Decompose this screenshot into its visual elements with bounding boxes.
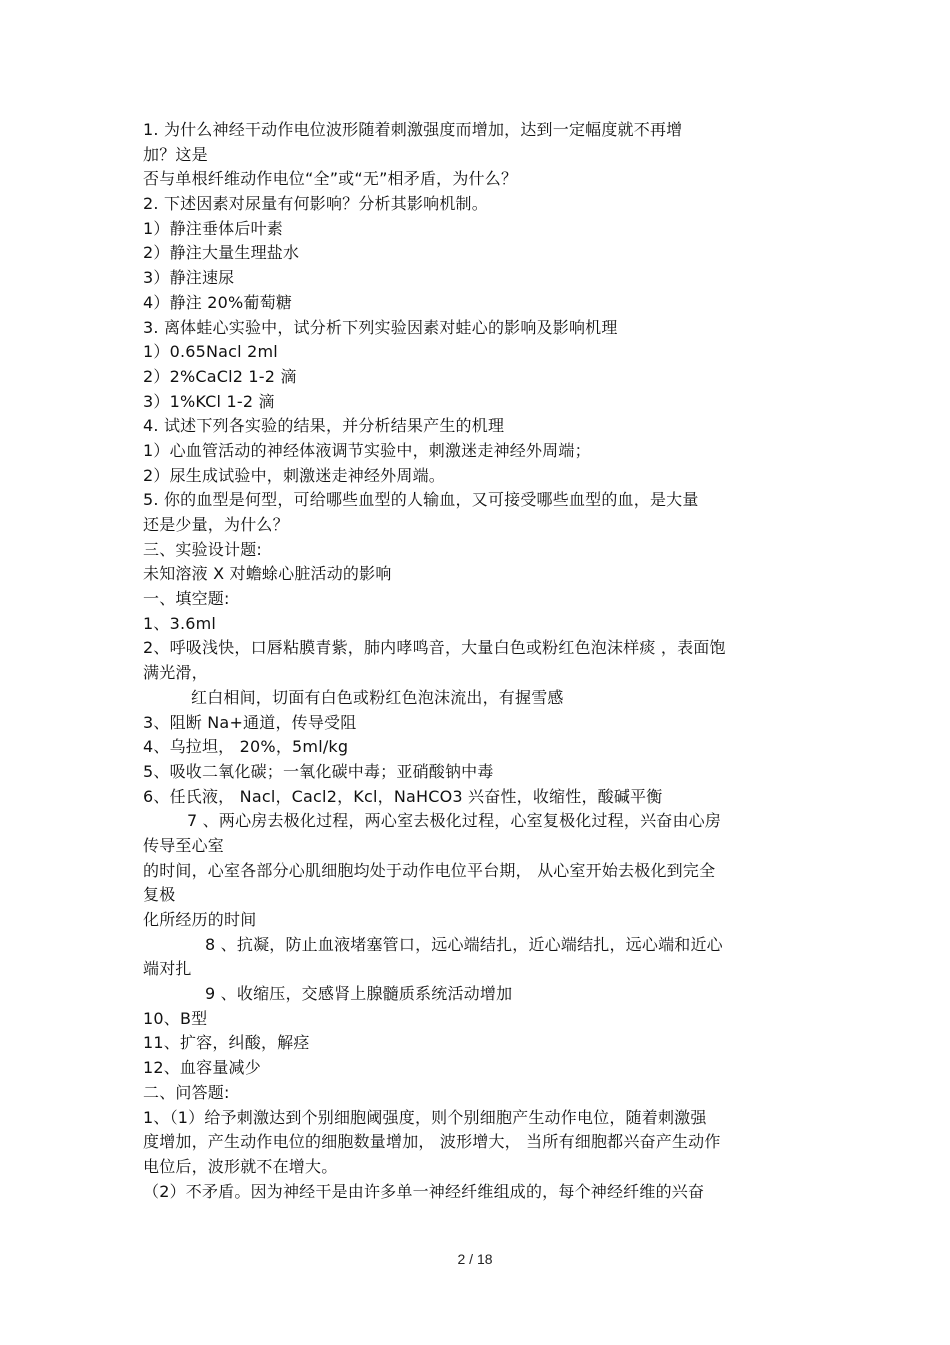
text-line: 度增加，产生动作电位的细胞数量增加， 波形增大， 当所有细胞都兴奋产生动作 [143,1132,721,1152]
text-line: 4）静注 20%葡萄糖 [143,292,293,312]
text-line: 5、吸收二氧化碳；一氧化碳中毒；亚硝酸钠中毒 [143,761,494,781]
text-line: 2、呼吸浅快，口唇粘膜青紫，肺内哮鸣音，大量白色或粉红色泡沫样痰 ，表面饱 [143,638,726,658]
text-line: 传导至心室 [143,835,225,855]
text-line: 10、B型 [143,1008,208,1028]
text-line: 1）心血管活动的神经体液调节实验中，刺激迷走神经外周端； [143,440,591,460]
text-line: 3）静注速尿 [143,268,235,288]
text-line: 红白相间，切面有白色或粉红色泡沫流出，有握雪感 [191,687,564,707]
text-line: （2）不矛盾。因为神经干是由许多单一神经纤维组成的，每个神经纤维的兴奋 [143,1181,705,1201]
text-line: 3. 离体蛙心实验中，试分析下列实验因素对蛙心的影响及影响机理 [143,317,618,337]
text-line: 12、血容量减少 [143,1058,261,1078]
text-line: 3）1%KCl 1-2 滴 [143,391,275,411]
text-line: 化所经历的时间 [143,910,257,929]
document-body [143,118,813,1204]
text-line: 还是少量，为什么？ [143,515,289,534]
text-line: 2. 下述因素对尿量有何影响？分析其影响机制。 [143,194,488,214]
text-line: 1）静注垂体后叶素 [143,218,283,238]
text-line: 一、填空题: [143,589,230,609]
text-line: 电位后，波形就不在增大。 [143,1156,338,1176]
text-line: 二、问答题: [143,1082,230,1102]
text-line: 7 、两心房去极化过程，两心室去极化过程，心室复极化过程，兴奋由心房 [187,811,722,831]
page-number: 2 / 18 [457,1251,493,1267]
text-line: 的时间，心室各部分心肌细胞均处于动作电位平台期， 从心室开始去极化到完全 [143,860,716,880]
text-line: 端对扎 [143,959,192,979]
text-line: 复极 [143,885,176,905]
text-line: 6、任氏液， Nacl，Cacl2，Kcl，NaHCO3 兴奋性，收缩性，酸碱平衡 [143,786,663,806]
text-line: 满光滑， [143,663,208,683]
text-line: 11、扩容，纠酸，解痉 [143,1033,310,1053]
text-line: 否与单根纤维动作电位“全”或“无”相矛盾，为什么？ [143,169,518,189]
text-line: 2）尿生成试验中，刺激迷走神经外周端。 [143,465,445,485]
text-line: 5. 你的血型是何型，可给哪些血型的人输血，又可接受哪些血型的血，是大量 [143,490,699,510]
text-line: 1、（1）给予刺激达到个别细胞阈强度，则个别细胞产生动作电位，随着刺激强 [143,1107,707,1127]
text-line: 9 、收缩压，交感肾上腺髓质系统活动增加 [205,984,513,1004]
text-line: 4、乌拉坦， 20%，5ml/kg [143,737,349,757]
text-line: 8 、抗凝，防止血液堵塞管口，远心端结扎，近心端结扎，远心端和近心 [205,934,723,954]
text-line: 3、阻断 Na+通道，传导受阻 [143,712,357,732]
text-line: 2）静注大量生理盐水 [143,243,300,263]
text-line: 2）2%CaCl2 1-2 滴 [143,366,297,386]
text-line: 1、3.6ml [143,613,217,633]
text-line: 4. 试述下列各实验的结果，并分析结果产生的机理 [143,416,505,436]
text-line: 三、实验设计题: [143,539,262,559]
text-line: 1）0.65Nacl 2ml [143,342,278,362]
text-line: 加？这是 [143,144,208,164]
text-line: 未知溶液 X 对蟾蜍心脏活动的影响 [143,564,392,584]
text-line: 1. 为什么神经干动作电位波形随着刺激强度而增加，达到一定幅度就不再增 [143,120,683,139]
